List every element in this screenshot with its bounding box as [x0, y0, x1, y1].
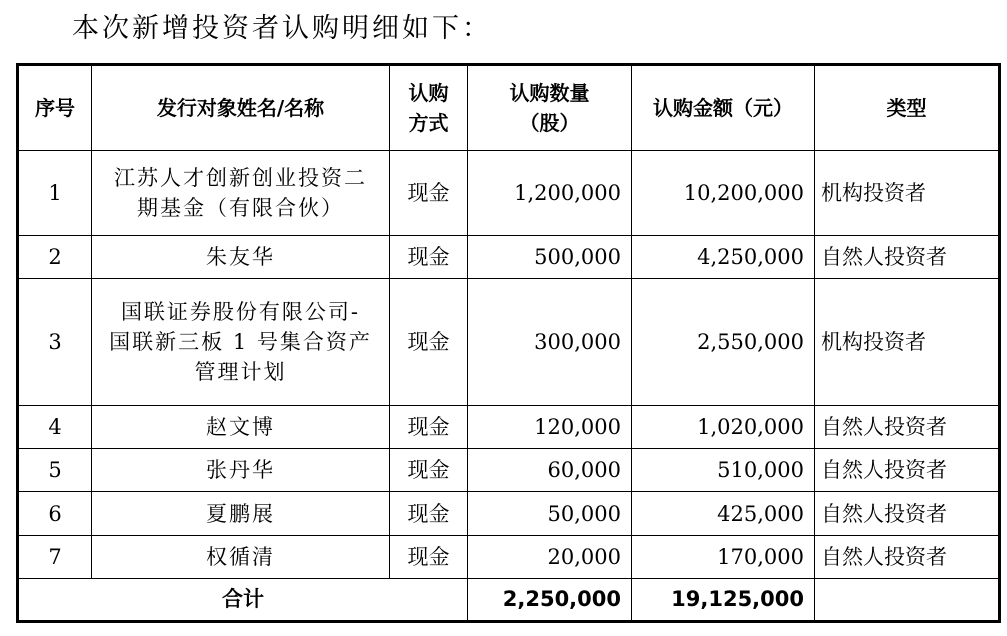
cell-name-line1: 江苏人才创新创业投资二: [114, 165, 367, 190]
cell-type: 自然人投资者: [815, 492, 1000, 535]
cell-amount: 425,000: [632, 492, 815, 535]
cell-name: 权循清: [92, 535, 390, 578]
cell-amount: 170,000: [632, 535, 815, 578]
cell-name-line1: 国联证券股份有限公司-: [120, 299, 361, 324]
cell-shares: 50,000: [468, 492, 632, 535]
table-header-row: [18, 65, 1000, 151]
cell-type: 自然人投资者: [815, 535, 1000, 578]
header-shares-line2: （股）: [519, 111, 580, 136]
cell-index: 2: [18, 235, 92, 278]
cell-shares: 120,000: [468, 406, 632, 449]
cell-index: 4: [18, 406, 92, 449]
subscription-detail-table: [16, 63, 1001, 623]
cell-name: 朱友华: [92, 235, 390, 278]
total-shares: 2,250,000: [468, 578, 632, 621]
cell-shares: 300,000: [468, 278, 632, 405]
cell-method: 现金: [390, 449, 468, 492]
cell-name: 夏鹏展: [92, 492, 390, 535]
cell-type: 自然人投资者: [815, 235, 1000, 278]
header-method-line1: 认购: [408, 81, 449, 106]
cell-type: 自然人投资者: [815, 449, 1000, 492]
cell-amount: 2,550,000: [632, 278, 815, 405]
table-row: [18, 492, 1000, 535]
header-method: [390, 65, 468, 151]
header-type: 类型: [815, 65, 1000, 151]
total-amount: 19,125,000: [632, 578, 815, 621]
table-row: [18, 278, 1000, 405]
header-shares: [468, 65, 632, 151]
cell-name: 赵文博: [92, 406, 390, 449]
cell-amount: 510,000: [632, 449, 815, 492]
header-method-line2: 方式: [408, 111, 449, 136]
cell-name: [92, 278, 390, 405]
cell-shares: 500,000: [468, 235, 632, 278]
cell-name-line3: 管理计划: [194, 359, 287, 384]
cell-index: 1: [18, 151, 92, 235]
cell-type: 机构投资者: [815, 151, 1000, 235]
cell-index: 7: [18, 535, 92, 578]
total-row: [18, 578, 1000, 621]
cell-amount: 4,250,000: [632, 235, 815, 278]
table-row: [18, 406, 1000, 449]
cell-method: 现金: [390, 406, 468, 449]
cell-amount: 10,200,000: [632, 151, 815, 235]
section-heading: 本次新增投资者认购明细如下：: [72, 13, 492, 44]
total-type-empty: [815, 578, 1000, 621]
cell-shares: 1,200,000: [468, 151, 632, 235]
cell-name: [92, 151, 390, 235]
header-amount: 认购金额（元）: [632, 65, 815, 151]
table-row: [18, 151, 1000, 235]
cell-index: 3: [18, 278, 92, 405]
cell-name-line2: 国联新三板 1 号集合资产: [109, 329, 372, 354]
cell-method: 现金: [390, 535, 468, 578]
cell-index: 5: [18, 449, 92, 492]
cell-type: 自然人投资者: [815, 406, 1000, 449]
header-shares-line1: 认购数量: [509, 81, 590, 106]
header-name: 发行对象姓名/名称: [92, 65, 390, 151]
cell-shares: 20,000: [468, 535, 632, 578]
cell-method: 现金: [390, 278, 468, 405]
table-row: [18, 235, 1000, 278]
table-row: [18, 449, 1000, 492]
header-index: 序号: [18, 65, 92, 151]
cell-name: 张丹华: [92, 449, 390, 492]
cell-method: 现金: [390, 492, 468, 535]
cell-method: 现金: [390, 151, 468, 235]
cell-amount: 1,020,000: [632, 406, 815, 449]
total-label: 合计: [18, 578, 468, 621]
cell-method: 现金: [390, 235, 468, 278]
cell-name-line2: 期基金（有限合伙）: [137, 195, 344, 220]
cell-type: 机构投资者: [815, 278, 1000, 405]
cell-index: 6: [18, 492, 92, 535]
table-row: [18, 535, 1000, 578]
cell-shares: 60,000: [468, 449, 632, 492]
